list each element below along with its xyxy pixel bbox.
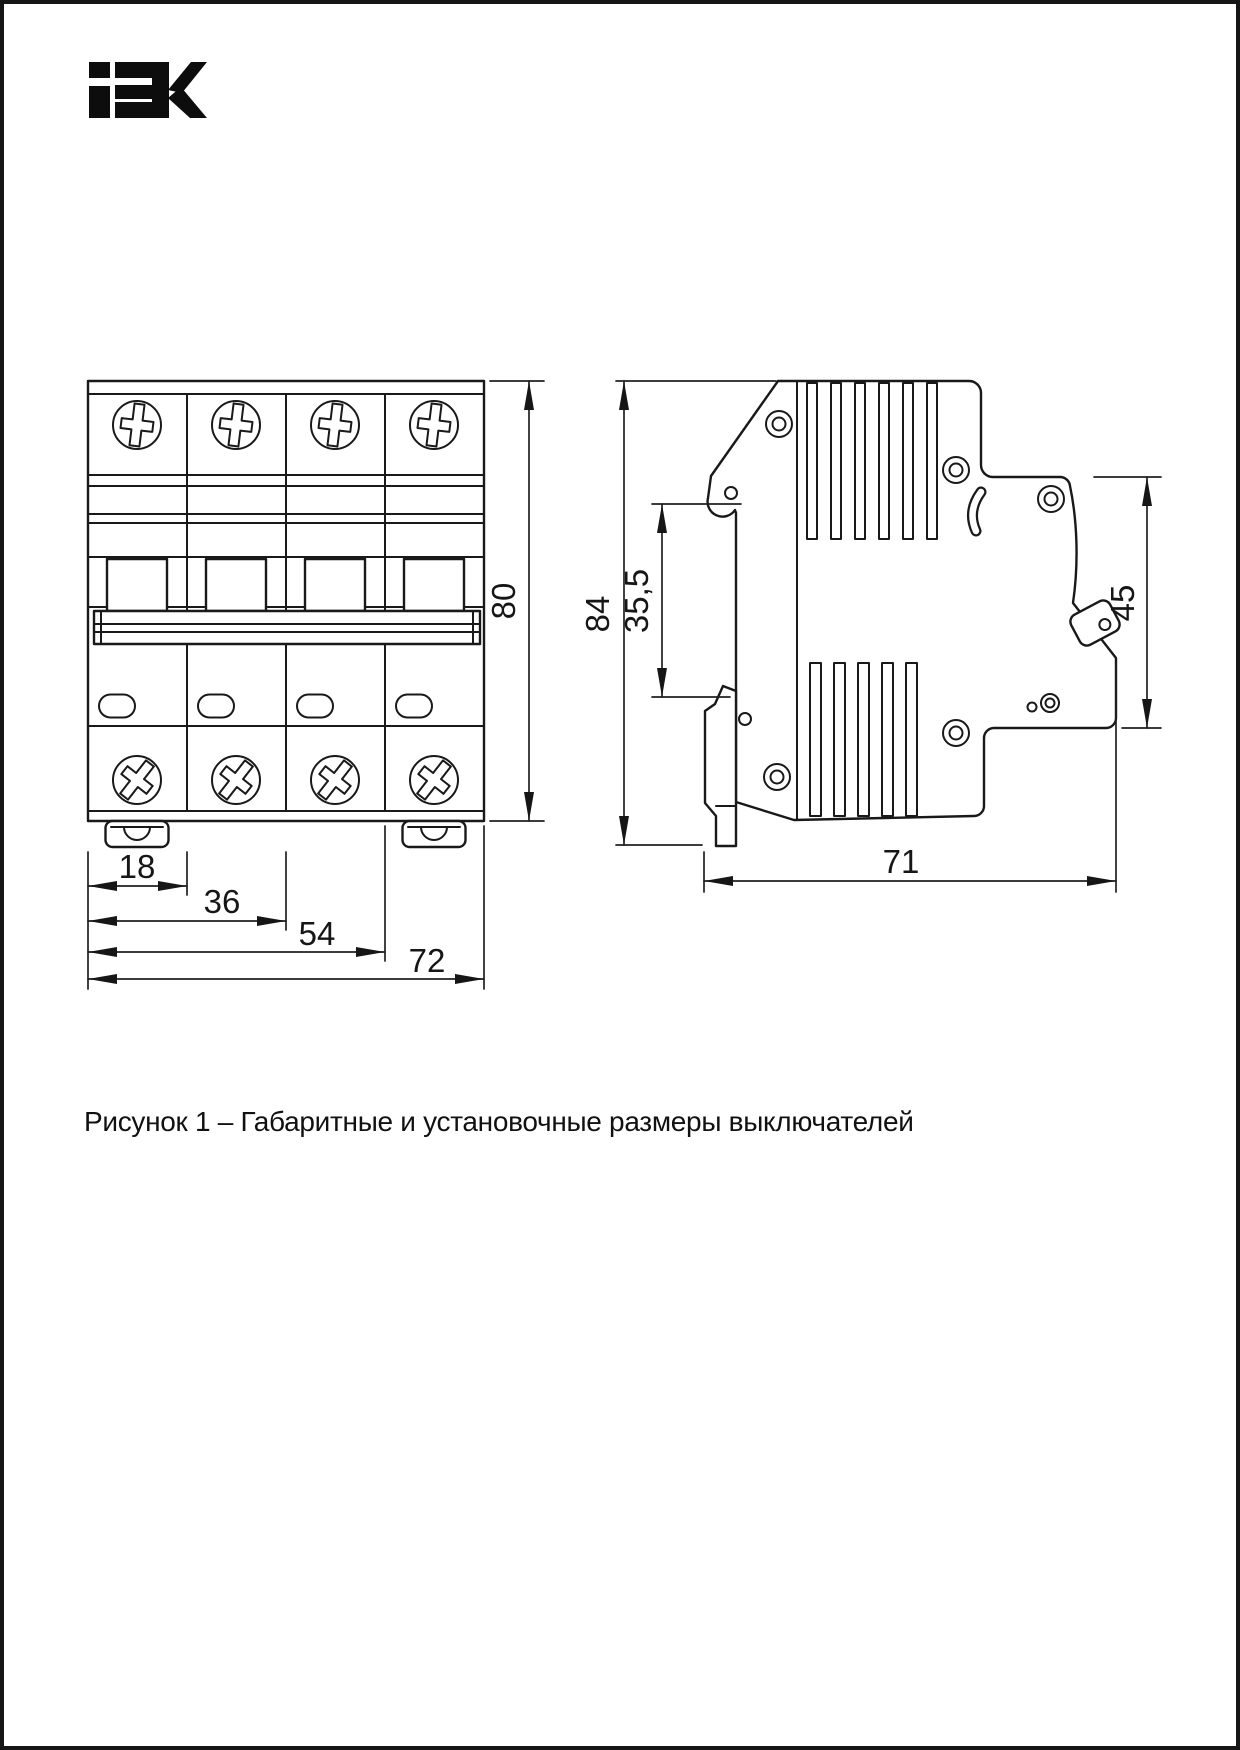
- iek-logo: [89, 62, 207, 118]
- din-clip-side: [705, 686, 736, 846]
- toggle-handle: [107, 559, 167, 611]
- breaker-dimension-drawing: [4, 4, 1240, 1064]
- terminal-screw-icon: [212, 401, 260, 449]
- toggle-handle: [404, 559, 464, 611]
- toggle-crossbar: [94, 611, 480, 644]
- toggle-handle: [305, 559, 365, 611]
- oval-recess: [396, 695, 432, 718]
- din-clip: [106, 821, 169, 847]
- oval-recess: [297, 695, 333, 718]
- dim-label-18: 18: [118, 848, 156, 885]
- toggle-handle: [206, 559, 266, 611]
- terminal-screw-icon: [408, 754, 459, 807]
- dim-label-84: 84: [579, 595, 616, 633]
- side-body-outline: [708, 381, 1116, 820]
- dim-label-45: 45: [1104, 584, 1141, 622]
- terminal-screw-icon: [311, 401, 359, 449]
- figure-caption: Рисунок 1 – Габаритные и установочные размеры выключателей: [84, 1106, 914, 1137]
- front-view-drawing: [88, 381, 484, 847]
- dim-label-80: 80: [485, 582, 522, 620]
- front-view-dimensions: [88, 381, 544, 989]
- dim-label-71: 71: [882, 843, 920, 880]
- oval-recess: [198, 695, 234, 718]
- terminal-screw-icon: [113, 401, 161, 449]
- din-clip: [403, 821, 466, 847]
- terminal-screw-icon: [309, 754, 360, 807]
- side-view-drawing: [705, 381, 1122, 846]
- terminal-screw-icon: [210, 754, 261, 807]
- oval-recess: [99, 695, 135, 718]
- dim-label-36: 36: [203, 883, 241, 920]
- terminal-screw-icon: [111, 754, 162, 807]
- dim-label-54: 54: [298, 915, 336, 952]
- dim-label-72: 72: [408, 942, 446, 979]
- terminal-screw-icon: [410, 401, 458, 449]
- dim-label-35-5: 35,5: [618, 568, 655, 634]
